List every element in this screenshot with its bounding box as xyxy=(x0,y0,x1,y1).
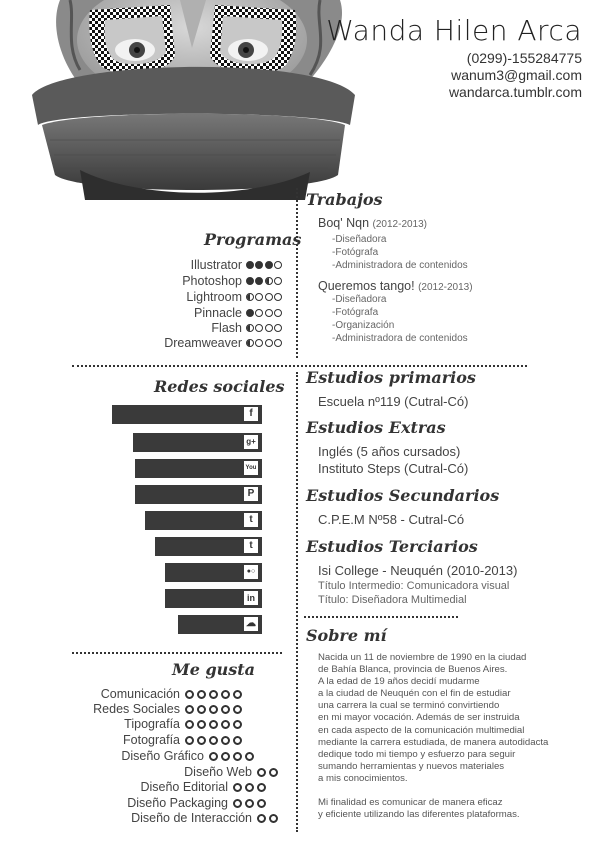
about-line: A la edad de 19 años decidí mudarme xyxy=(318,676,480,688)
ring-icon xyxy=(245,799,254,808)
job-role: -Organización xyxy=(332,320,395,331)
like-label: Redes Sociales xyxy=(93,702,180,716)
program-label: Pinnacle xyxy=(194,306,242,320)
ring-icon xyxy=(209,752,218,761)
tumblr-icon: t xyxy=(244,539,258,553)
jobs-title: Trabajos xyxy=(306,190,383,209)
like-row xyxy=(93,702,242,716)
job-role: -Fotógrafa xyxy=(332,307,379,318)
program-label: Lightroom xyxy=(186,290,242,304)
ring-icon xyxy=(185,720,194,729)
program-row xyxy=(211,321,282,335)
like-rings xyxy=(206,752,254,761)
ring-icon xyxy=(233,705,242,714)
about-line: sumando herramientas y nuevos materiales xyxy=(318,760,505,772)
horizontal-divider-likes xyxy=(72,652,282,654)
skill-dots xyxy=(244,324,282,332)
job-company xyxy=(318,279,473,293)
ring-icon xyxy=(257,799,266,808)
dot-icon xyxy=(255,293,263,301)
ring-icon xyxy=(197,720,206,729)
vertical-divider-bottom xyxy=(296,372,298,832)
ring-icon xyxy=(221,736,230,745)
program-row xyxy=(164,336,282,350)
job-role: -Diseñadora xyxy=(332,234,387,245)
like-row xyxy=(127,796,266,810)
dot-icon xyxy=(274,261,282,269)
about-line: Mi finalidad es comunicar de manera eficaz xyxy=(318,797,503,809)
about-line: una carrera la cual se terminó convirtiendo xyxy=(318,700,500,712)
ring-icon xyxy=(245,752,254,761)
like-label: Diseño Web xyxy=(184,765,252,779)
google-plus-icon: g+ xyxy=(244,435,258,449)
program-row xyxy=(194,306,282,320)
like-row xyxy=(184,765,278,779)
about-line: Nacida un 11 de noviembre de 1990 en la ciudad xyxy=(318,652,527,663)
dot-icon xyxy=(255,261,263,269)
dot-icon xyxy=(265,339,273,347)
ring-icon xyxy=(209,705,218,714)
program-row xyxy=(186,290,282,304)
like-label: Tipografía xyxy=(124,717,180,731)
dot-icon xyxy=(255,309,263,317)
company-name: Boq' Nqn xyxy=(318,216,370,230)
like-rings xyxy=(182,690,242,699)
like-rings xyxy=(230,783,266,792)
dot-icon xyxy=(246,277,254,285)
job-company xyxy=(318,216,427,230)
skill-dots xyxy=(244,293,282,301)
dot-icon xyxy=(265,309,273,317)
twitter-icon: t xyxy=(244,513,258,527)
social-bar-tumblr[interactable] xyxy=(155,537,262,556)
social-bar-linkedin[interactable] xyxy=(165,589,262,608)
dot-icon xyxy=(274,293,282,301)
ring-icon xyxy=(209,736,218,745)
about-line: dedique todo mi tiempo y esfuerzo para seguir xyxy=(318,748,516,760)
dot-icon xyxy=(265,324,273,332)
like-rings xyxy=(230,799,266,808)
social-bar-pinterest[interactable] xyxy=(135,485,262,504)
program-label: Flash xyxy=(211,321,242,335)
ring-icon xyxy=(233,736,242,745)
like-row xyxy=(124,717,242,731)
like-label: Comunicación xyxy=(100,687,180,701)
ring-icon xyxy=(185,736,194,745)
ring-icon xyxy=(257,814,266,823)
dot-icon xyxy=(265,293,273,301)
ring-icon xyxy=(185,690,194,699)
social-bar-google-plus[interactable] xyxy=(133,433,262,452)
program-label: Dreamweaver xyxy=(164,336,242,350)
dot-icon xyxy=(246,339,254,347)
like-row xyxy=(101,687,242,701)
ring-icon xyxy=(221,752,230,761)
like-rings xyxy=(254,768,278,777)
flickr-icon: ●○ xyxy=(244,565,258,579)
ring-icon xyxy=(233,720,242,729)
primary-school: Escuela nº119 (Cutral-Có) xyxy=(318,394,469,409)
horizontal-divider-about xyxy=(304,616,458,618)
ring-icon xyxy=(269,768,278,777)
programs-title: Programas xyxy=(204,230,302,249)
ring-icon xyxy=(209,720,218,729)
ring-icon xyxy=(197,736,206,745)
like-rings xyxy=(254,814,278,823)
facebook-icon: f xyxy=(244,407,258,421)
dot-icon xyxy=(274,339,282,347)
horizontal-divider-middle xyxy=(72,365,527,367)
about-line: mediante la carrera estudiada, de manera autodidacta xyxy=(318,736,549,748)
ring-icon xyxy=(233,783,242,792)
job-role: -Administradora de contenidos xyxy=(332,333,468,344)
ring-icon xyxy=(269,814,278,823)
secondary-education-title: Estudios Secundarios xyxy=(306,486,500,505)
job-role: -Fotógrafa xyxy=(332,247,379,258)
social-bar-flickr[interactable] xyxy=(165,563,262,582)
primary-education-title: Estudios primarios xyxy=(306,368,476,387)
social-bar-youtube[interactable] xyxy=(135,459,262,478)
about-line: y eficiente utilizando las diferentes plataformas. xyxy=(318,809,520,821)
ring-icon xyxy=(233,752,242,761)
extra-education-item: Inglés (5 años cursados) xyxy=(318,444,461,459)
linkedin-icon: in xyxy=(244,591,258,605)
about-line: de Bahía Blanca, provincia de Buenos Aires. xyxy=(318,664,508,676)
phone-number: (0299)-155284775 xyxy=(466,50,582,66)
dot-icon xyxy=(255,277,263,285)
ring-icon xyxy=(233,690,242,699)
like-label: Diseño Packaging xyxy=(127,796,228,810)
ring-icon xyxy=(245,783,254,792)
person-name: Wanda Hilen Arca xyxy=(326,14,582,47)
about-line: a la ciudad de Neuquén con el fin de estudiar xyxy=(318,688,511,700)
skill-dots xyxy=(244,339,282,347)
ring-icon xyxy=(221,705,230,714)
about-line: en mi mayor vocación. Además de ser instruida xyxy=(318,712,520,724)
dot-icon xyxy=(246,261,254,269)
email-address[interactable]: wanum3@gmail.com xyxy=(451,67,582,83)
tertiary-school: Isi College - Neuquén (2010-2013) xyxy=(318,563,518,578)
extra-education-item: Instituto Steps (Cutral-Có) xyxy=(318,461,469,476)
about-line: a mis conocimientos. xyxy=(318,772,408,784)
like-rings xyxy=(182,736,242,745)
ring-icon xyxy=(221,690,230,699)
ring-icon xyxy=(197,705,206,714)
like-row xyxy=(123,733,242,747)
job-role: -Administradora de contenidos xyxy=(332,260,468,271)
tertiary-degree: Título: Diseñadora Multimedial xyxy=(318,594,467,606)
dot-icon xyxy=(246,309,254,317)
program-label: Illustrator xyxy=(190,258,242,272)
skill-dots xyxy=(244,309,282,317)
ring-icon xyxy=(197,690,206,699)
ring-icon xyxy=(257,783,266,792)
job-years: (2012-2013) xyxy=(418,282,473,293)
social-bar-facebook[interactable] xyxy=(112,405,262,424)
dot-icon xyxy=(265,261,273,269)
like-row xyxy=(140,780,266,794)
dot-icon xyxy=(265,277,273,285)
extra-education-title: Estudios Extras xyxy=(306,418,446,437)
ring-icon xyxy=(209,690,218,699)
skill-dots xyxy=(244,261,282,269)
job-role: -Diseñadora xyxy=(332,294,387,305)
like-label: Diseño Editorial xyxy=(140,780,228,794)
like-label: Diseño Gráfico xyxy=(121,749,204,763)
job-years: (2012-2013) xyxy=(372,219,428,230)
social-title: Redes sociales xyxy=(154,377,285,396)
ring-icon xyxy=(233,799,242,808)
program-label: Photoshop xyxy=(182,274,242,288)
dot-icon xyxy=(255,339,263,347)
tertiary-education-title: Estudios Terciarios xyxy=(306,537,478,556)
about-line xyxy=(318,785,548,797)
ring-icon xyxy=(257,768,266,777)
like-rings xyxy=(182,705,242,714)
tertiary-degree: Título Intermedio: Comunicadora visual xyxy=(318,580,510,592)
like-label: Diseño de Interacción xyxy=(131,811,252,825)
portrait-photo xyxy=(20,0,360,200)
dot-icon xyxy=(274,324,282,332)
likes-title: Me gusta xyxy=(172,660,256,679)
company-name: Queremos tango! xyxy=(318,279,415,293)
like-label: Fotografía xyxy=(123,733,180,747)
ring-icon xyxy=(221,720,230,729)
dot-icon xyxy=(246,324,254,332)
cloud-icon: ☁ xyxy=(246,618,256,629)
secondary-school: C.P.E.M Nº58 - Cutral-Có xyxy=(318,512,465,527)
social-bar-twitter[interactable] xyxy=(145,511,262,530)
like-row xyxy=(131,811,278,825)
dot-icon xyxy=(246,293,254,301)
social-bar-cloud[interactable] xyxy=(178,615,262,634)
vertical-divider-top xyxy=(296,188,298,358)
like-row xyxy=(121,749,254,763)
pinterest-icon: P xyxy=(244,487,258,501)
about-text xyxy=(318,652,548,821)
like-rings xyxy=(182,720,242,729)
youtube-icon: You xyxy=(244,461,258,475)
dot-icon xyxy=(274,309,282,317)
about-title: Sobre mí xyxy=(306,626,387,645)
ring-icon xyxy=(185,705,194,714)
program-row xyxy=(191,258,282,272)
dot-icon xyxy=(255,324,263,332)
about-line: en cada aspecto de la comunicación multimedial xyxy=(318,724,525,736)
program-row xyxy=(182,274,282,288)
website-url[interactable]: wandarca.tumblr.com xyxy=(448,84,582,100)
skill-dots xyxy=(244,277,282,285)
dot-icon xyxy=(274,277,282,285)
